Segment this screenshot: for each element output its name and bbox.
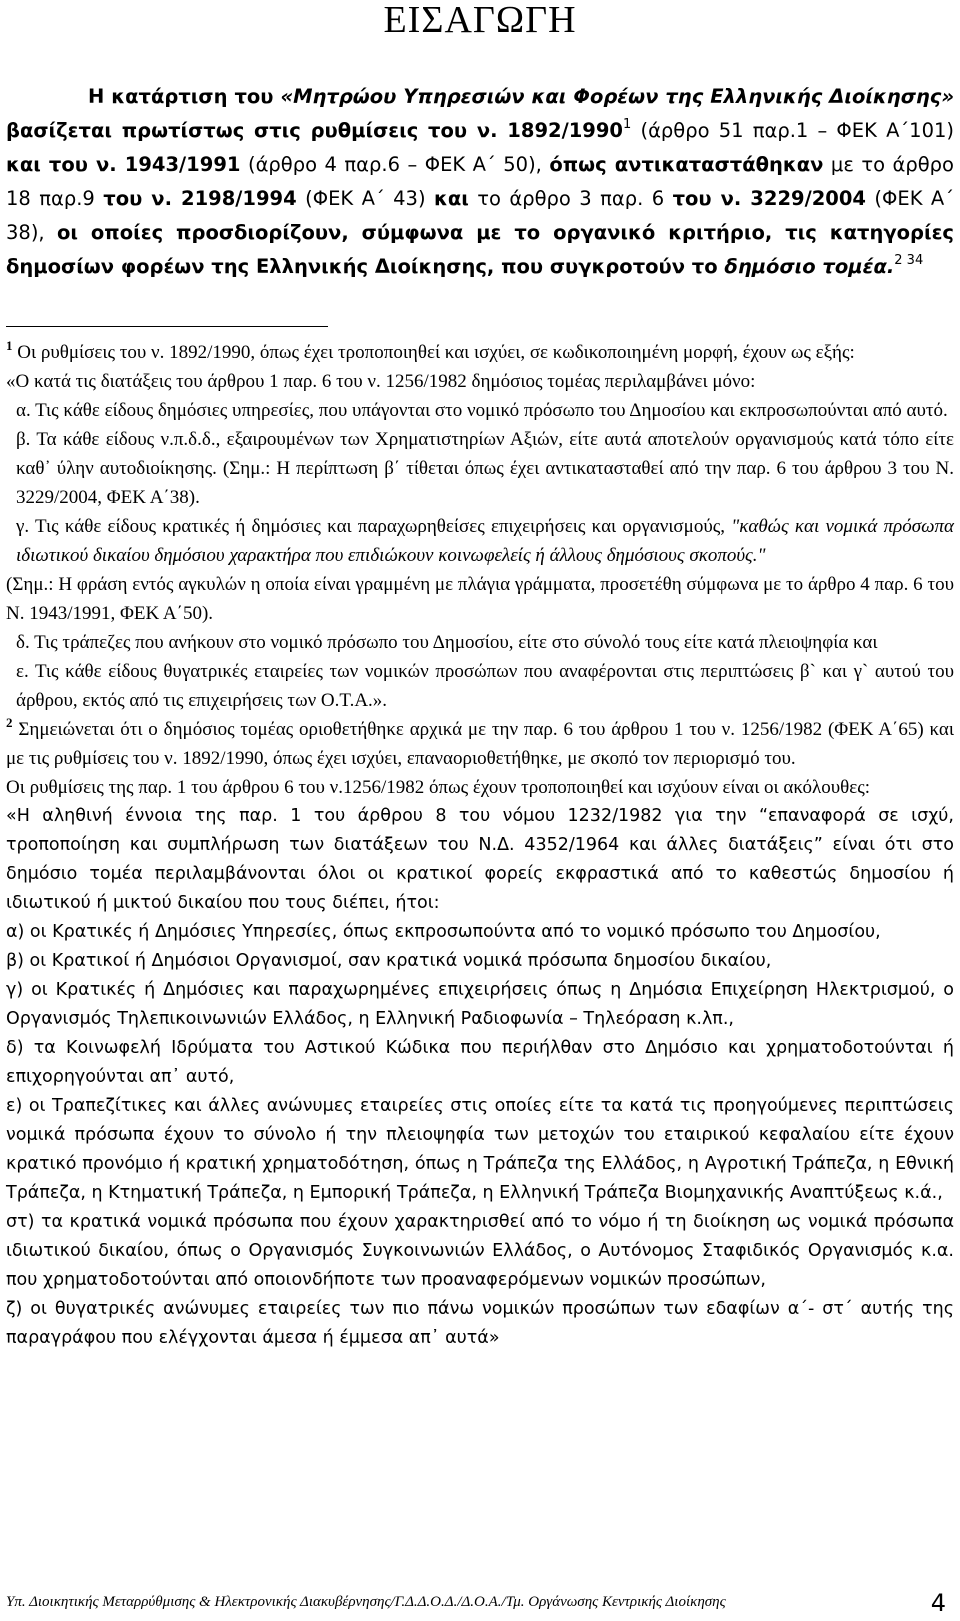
footnote-text: Οι ρυθμίσεις της παρ. 1 του άρθρου 6 του ν.1256/1982 όπως έχουν τροποποιηθεί και ισχύουν είναι οι ακόλουθες: (6, 777, 871, 798)
footnote-text: γ. Τις κάθε είδους κρατικές ή δημόσιες και παραχωρηθείσες επιχειρήσεις και οργανισμούς, (16, 516, 732, 537)
list-item: β) οι Κρατικοί ή Δημόσιοι Οργανισμοί, σαν κρατικά νομικά πρόσωπα δημοσίου δικαίου, (6, 951, 772, 971)
intro-text: όπως αντικαταστάθηκαν (549, 153, 824, 176)
intro-text: (άρθρο 51 παρ.1 – ΦΕΚ Α΄101) (631, 119, 954, 142)
footnote-mark: 2 (6, 715, 13, 730)
list-item (6, 512, 954, 570)
footnote-2 (6, 715, 954, 773)
italic-phrase: "καθώς και νομικά πρόσωπα ιδιωτικού δικαίου δημόσιου χαρακτήρα που επιδιώκουν κοινωφελείς ή άλλους δημόσιους σκοπούς." (16, 516, 954, 566)
registry-name: «Μητρώου Υπηρεσιών και Φορέων της Ελληνικής Διοίκησης» (280, 85, 954, 108)
footnote-separator (6, 326, 328, 327)
intro-text: του ν. 2198/1994 (103, 187, 297, 210)
intro-text: με το άρθρο 18 παρ.9 (6, 153, 954, 210)
footnote-ref: 1 (622, 117, 632, 132)
list-item: γ) οι Κρατικές ή Δημόσιες και παραχωρημένες επιχειρήσεις όπως η Δημόσια Επιχείρηση Ηλεκτρισμού, ο Οργανισμός Τηλεπικοινωνιών Ελλάδος, η Ελληνική Ραδιοφωνία – Τηλεόραση κ.λπ., (6, 980, 954, 1029)
intro-text: και (433, 187, 469, 210)
intro-text: οι οποίες προσδιορίζουν, σύμφωνα με το οργανικό κριτήριο, τις κατηγορίες δημοσίων φορέων της Ελληνικής Διοίκησης, που συγκροτούν το (6, 221, 954, 278)
intro-paragraph (6, 80, 954, 284)
list-item: α) οι Κρατικές ή Δημόσιες Υπηρεσίες, όπως εκπροσωπούντα από το νομικό πρόσωπο του Δημοσίου, (6, 922, 881, 942)
intro-text: (ΦΕΚ Α΄ 38), (6, 187, 954, 244)
page-number: 4 (930, 1589, 946, 1617)
list-item: δ. Τις τράπεζες που ανήκουν στο νομικό πρόσωπο του Δημοσίου, είτε στο σύνολό τους είτε κατά πλειοψηφία και (16, 632, 878, 653)
list-item: ε) οι Τραπεζίτικες και άλλες ανώνυμες εταιρείες στις οποίες είτε τα κατά τις προηγούμενες περιπτώσεις νομικά πρόσωπα έχουν το σύνολο ή την πλειοψηφία των μετοχών του εταιρικού κεφαλαίου είτε έχουν κρατικό προνόμιο ή κρατική χρηματοδότηση, όπως η Τράπεζα της Ελλάδος, η Αγροτική Τράπεζα, η Εθνική Τράπεζα, η Κτηματική Τράπεζα, η Εμπορική Τράπεζα, η Ελληνική Τράπεζα Βιομηχανικής Αναπτύξεως κ.ά., (6, 1096, 954, 1203)
footnote-text: «Η αληθινή έννοια της παρ. 1 του άρθρου 8 του νόμου 1232/1982 για την “επαναφορά σε ισχύ, τροποποίηση και συμπλήρωση των διατάξεων του Ν.Δ. 4352/1964 και άλλες διατάξεις” είναι ότι στο δημόσιο τομέα περιλαμβάνονται όλοι οι κρατικοί φορείς εκφραστικά από το καθεστώς δημοσίου ή ιδιωτικού ή μικτού δικαίου που τους διέπει, ήτοι: (6, 806, 954, 913)
footer-text: Υπ. Διοικητικής Μεταρρύθμισης & Ηλεκτρονικής Διακυβέρνησης/Γ.Δ.Δ.Ο.Δ./Δ.Ο.Α./Τμ. Οργάνωσης Κεντρικής Διοίκησης (6, 1594, 726, 1610)
intro-text: του ν. 3229/2004 (672, 187, 866, 210)
footnote-1 (6, 338, 954, 367)
footnote-text: «Ο κατά τις διατάξεις του άρθρου 1 παρ. 6 του ν. 1256/1982 δημόσιος τομέας περιλαμβάνει μόνο: (6, 371, 756, 392)
list-item: στ) τα κρατικά νομικά πρόσωπα που έχουν χαρακτηρισθεί από το νόμο ή τη διοίκηση ως νομικά πρόσωπα ιδιωτικού δικαίου, όπως ο Οργανισμός Συγκοινωνιών Ελλάδος, ο Αυτόνομος Σταφιδικός Οργανισμός κ.α. που χρηματοδοτούνται από οποιονδήποτε των προαναφερόμενων νομικών προσώπων, (6, 1212, 954, 1290)
footnote-mark: 1 (6, 338, 13, 353)
intro-text: το άρθρο 3 παρ. 6 (468, 187, 673, 210)
list-item: α. Τις κάθε είδους δημόσιες υπηρεσίες, που υπάγονται στο νομικό πρόσωπο του Δημοσίου και εκπροσωπούνται από αυτό. (16, 400, 948, 421)
intro-text: (άρθρο 4 παρ.6 – ΦΕΚ Α΄ 50), (240, 153, 550, 176)
list-item: ζ) οι θυγατρικές ανώνυμες εταιρείες των πιο πάνω νομικών προσώπων των εδαφίων α΄- στ΄ αυτής της παραγράφου που ελέγχονται άμεσα ή έμμεσα απ᾽ αυτά» (6, 1299, 954, 1348)
public-sector-term: δημόσιο τομέα. (724, 255, 895, 278)
intro-text: και του ν. 1943/1991 (6, 153, 241, 176)
page-title: ΕΙΣΑΓΩΓΗ (383, 0, 577, 41)
page-footer (6, 1586, 954, 1620)
footnote-text: Οι ρυθμίσεις του ν. 1892/1990, όπως έχει τροποποιηθεί και ισχύει, σε κωδικοποιημένη μορφή, έχουν ως εξής: (12, 342, 855, 363)
footnote-note: (Σημ.: Η φράση εντός αγκυλών η οποία είναι γραμμένη με πλάγια γράμματα, προσετέθη σύμφωνα με το άρθρο 4 παρ. 6 του Ν. 1943/1991, ΦΕΚ Α΄50). (6, 574, 954, 624)
intro-text: (ΦΕΚ Α΄ 43) (296, 187, 434, 210)
list-item: ε. Τις κάθε είδους θυγατρικές εταιρείες των νομικών προσώπων που αναφέρονται στις περιπτώσεις β` και γ` αυτού του άρθρου, εκτός από τις επιχειρήσεις των Ο.Τ.Α.». (16, 661, 954, 711)
intro-text: βασίζεται πρωτίστως στις ρυθμίσεις του ν. 1892/1990 (6, 119, 623, 142)
list-item: δ) τα Κοινωφελή Ιδρύματα του Αστικού Κώδικα που περιήλθαν στο Δημόσιο και χρηματοδοτούνται ή επιχορηγούνται απ᾽ αυτό, (6, 1038, 954, 1087)
list-item: β. Τα κάθε είδους ν.π.δ.δ., εξαιρουμένων των Χρηματιστηρίων Αξιών, είτε αυτά αποτελούν οργανισμούς κατά τόπο είτε καθ᾽ ύλην αυτοδιοίκησης. (Σημ.: Η περίπτωση β΄ τίθεται όπως έχει αντικατασταθεί από την παρ. 6 του άρθρου 3 του Ν. 3229/2004, ΦΕΚ Α΄38). (16, 429, 954, 508)
intro-text: Η κατάρτιση του (88, 85, 281, 108)
footnote-text: Σημειώνεται ότι ο δημόσιος τομέας οριοθετήθηκε αρχικά με την παρ. 6 του άρθρου 1 του ν. 1256/1982 (ΦΕΚ Α΄65) και με τις ρυθμίσεις του ν. 1892/1990, όπως έχει ισχύει, επαναοριοθετήθηκε, με σκοπό τον περιορισμό του. (6, 719, 954, 769)
footnote-ref: 2 34 (894, 253, 924, 268)
footnotes (6, 338, 954, 1353)
